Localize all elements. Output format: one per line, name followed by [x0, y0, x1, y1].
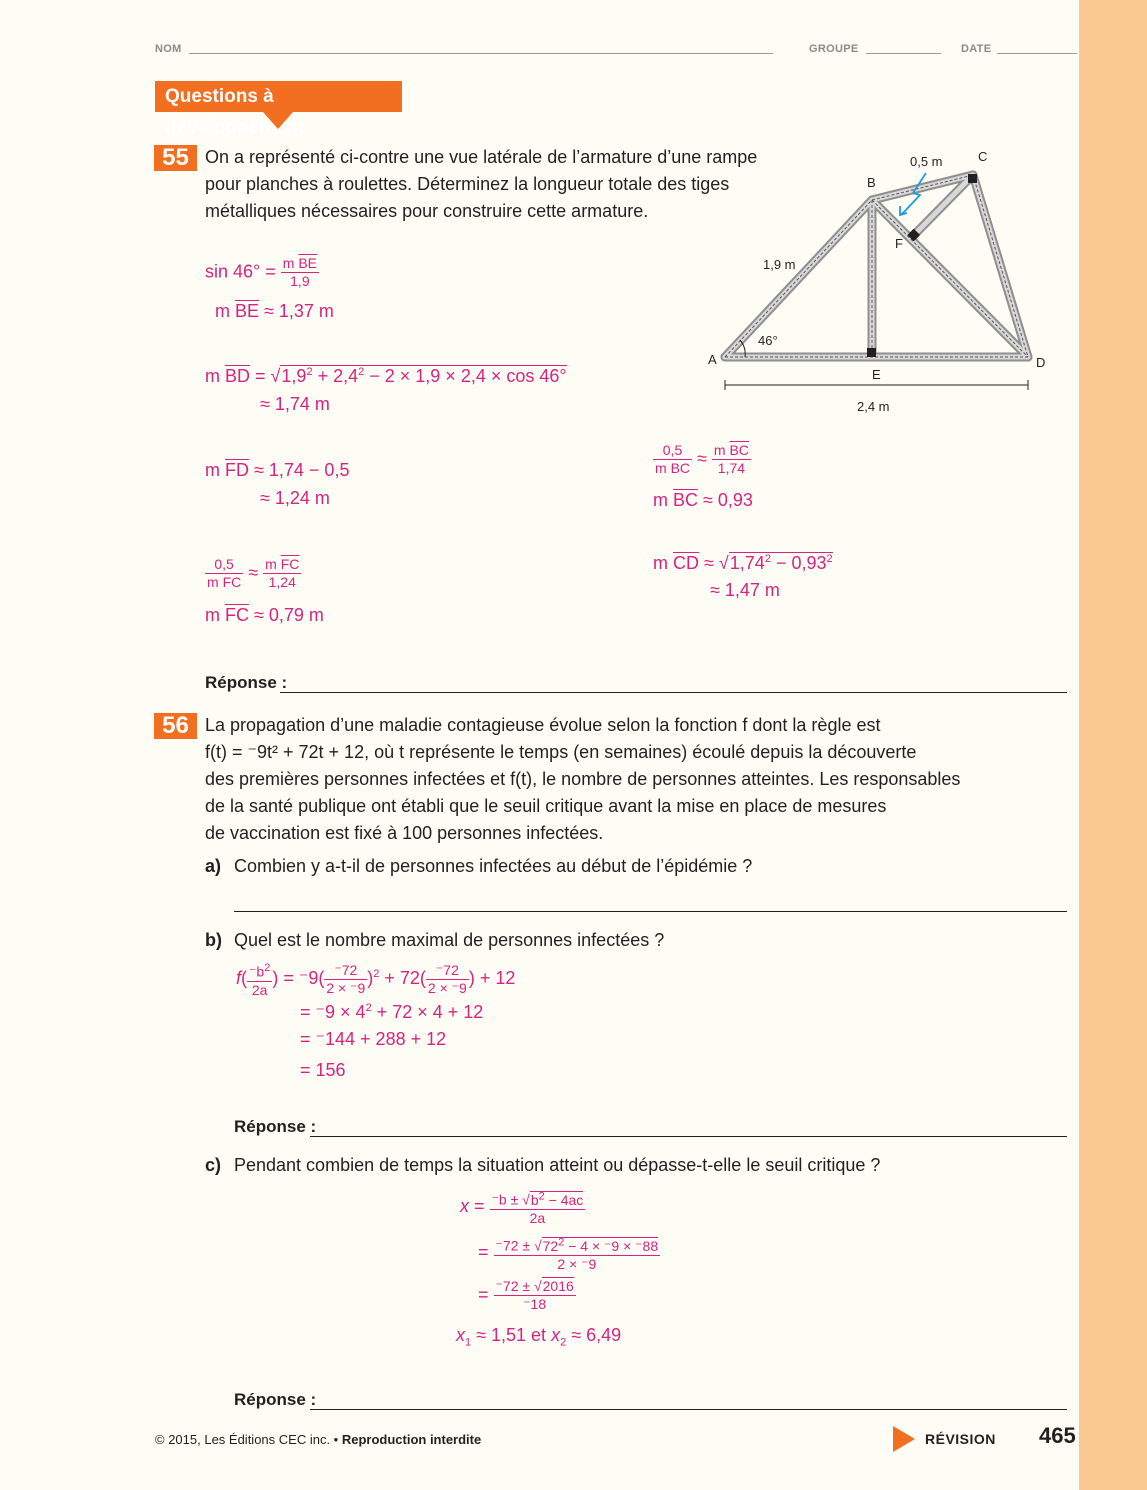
- q56b-text: Quel est le nombre maximal de personnes infectées ?: [234, 930, 665, 950]
- length-ad: 2,4 m: [857, 399, 890, 414]
- sol-c-line1: x = $\frac{^-b \pm √b^2 - 4ac}{2a}$: [460, 1190, 584, 1226]
- nom-line[interactable]: [189, 53, 773, 54]
- q56a-text: Combien y a-t-il de personnes infectées au début de l’épidémie ?: [234, 856, 753, 876]
- sol-c-line3: = $\frac{^-72 \pm √2016}{^-18}$: [478, 1278, 574, 1312]
- footer-section: RÉVISION: [925, 1431, 996, 1447]
- footer-copyright: © 2015, Les Éditions CEC inc. • Reproduction interdite: [155, 1432, 482, 1447]
- banner-pointer: [263, 112, 293, 129]
- label-e: E: [872, 367, 881, 382]
- label-c: C: [978, 149, 988, 164]
- q56b-answer-line[interactable]: [310, 1136, 1067, 1137]
- label-a: A: [708, 352, 717, 367]
- sol-bc-ratio: $\frac{0,5}{m \overline{BC}}$ ≈ $\frac{m \overline{BC}}{1,74}$: [655, 442, 749, 476]
- q56b-answer-label: Réponse :: [234, 1117, 317, 1136]
- q56c-text: Pendant combien de temps la situation atteint ou dépasse-t-elle le seuil critique ?: [234, 1155, 881, 1175]
- q56a-label: a): [205, 856, 222, 876]
- sol-cd-result: ≈ 1,47 m: [710, 580, 780, 600]
- length-ab: 1,9 m: [763, 257, 796, 272]
- q56a-answer-line[interactable]: [234, 911, 1067, 912]
- sol-b-line3: = ⁻144 + 288 + 12: [300, 1029, 447, 1049]
- sol-b-line2: = $^-9 \times 4^2 + 72 \times 4 + 12$: [300, 1002, 484, 1022]
- q56-statement: La propagation d’une maladie contagieuse évolue selon la fonction f dont la règle est f(t) = ⁻9t² + 72t + 12, où t représente le temps (en semaines) écoulé depuis la découverte des premières personnes infectées et f(t), le nombre de personnes atteintes. Les responsables de la santé publique ont établi que le seuil critique avant la mise en place de mesures de vaccination est fixé à 100 personnes infectées.: [205, 715, 961, 843]
- sol-fc: m $\overline{FC} \approx 0,79$ m: [205, 605, 324, 625]
- sol-cd: m $\overline{CD} \approx √1,74^2 - 0,93^2$: [653, 553, 833, 573]
- nom-label: NOM: [155, 43, 182, 55]
- question-number-56: 56: [154, 713, 197, 739]
- section-banner: Questions à développement: [155, 81, 402, 112]
- sol-sin46: sin 46° = $\frac{m \overline{BE}}{1,9}$: [205, 255, 317, 289]
- sol-c-roots: $x_1 \approx 1,51$ et $x_2 \approx 6,49$: [456, 1325, 622, 1349]
- groupe-label: GROUPE: [809, 43, 859, 55]
- sol-bc: m $\overline{BC} \approx 0,93$: [653, 490, 753, 510]
- q56c-answer-line[interactable]: [310, 1409, 1067, 1410]
- sol-bd: m $\overline{BD} = √1,9^2 + 2,4^2 - 2 \times 1,9 \times 2,4 \times \cos 46^\circ$: [205, 366, 567, 386]
- sol-fc-ratio: $\frac{0,5}{m \overline{FC}}$ ≈ $\frac{m \overline{FC}}{1,24}$: [207, 556, 300, 590]
- sol-fd-result: ≈ 1,24 m: [260, 488, 330, 508]
- label-d: D: [1036, 355, 1046, 370]
- play-arrow-icon: [893, 1426, 915, 1452]
- q55-answer-label: Réponse :: [205, 673, 288, 692]
- question-number-55: 55: [154, 145, 197, 171]
- page-edge-band: [1079, 0, 1147, 1490]
- sol-b-line4: = 156: [300, 1060, 346, 1080]
- page-number: 465: [1039, 1423, 1076, 1448]
- date-line[interactable]: [997, 53, 1077, 54]
- q55-answer-line[interactable]: [280, 692, 1067, 693]
- q56c-label: c): [205, 1155, 222, 1175]
- label-f: F: [895, 236, 903, 251]
- angle-a: 46°: [758, 333, 778, 348]
- sol-bd-result: ≈ 1,74 m: [260, 394, 330, 414]
- groupe-line[interactable]: [866, 53, 941, 54]
- sol-c-line2: = $\frac{^-72 \pm √72^2 - 4 \times ^-9 \times ^-88}{2 \times ^-9}$: [478, 1236, 659, 1272]
- ramp-diagram: [700, 140, 1060, 425]
- label-b: B: [867, 175, 876, 190]
- q56c-answer-label: Réponse :: [234, 1390, 317, 1409]
- q55-statement: On a représenté ci-contre une vue latérale de l’armature d’une rampe pour planches à roulettes. Déterminez la longueur totale des tiges métalliques nécessaires pour construire cette armature.: [205, 147, 758, 221]
- date-label: DATE: [961, 43, 992, 55]
- sol-fd: m $\overline{FD} \approx 1,74 - 0,5$: [205, 460, 350, 480]
- sol-be: m $\overline{BE} \approx 1,37$ m: [215, 301, 334, 321]
- length-bc: 0,5 m: [910, 154, 943, 169]
- sol-b-line1: f( $\frac{^-b^2}{2a}$ ) = ⁻9( $\frac{^-72}{2 \times ^-9}$ )$^2$ + 72( $\frac{^-72}{2 \times ^-9}$ ) + 12: [236, 961, 516, 998]
- q56b-label: b): [205, 930, 222, 950]
